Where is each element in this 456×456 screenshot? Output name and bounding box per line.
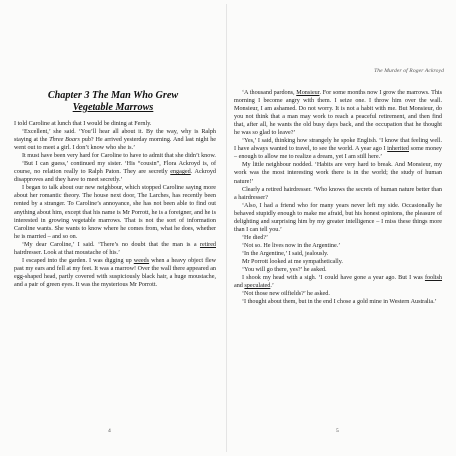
paragraph: [234, 161, 442, 185]
paragraph: [14, 128, 216, 152]
gutter-divider: [226, 4, 227, 452]
glossary-word: retired: [199, 241, 216, 248]
paragraph: [234, 258, 442, 266]
text-run: . Ackroyd disapproves and they have to meet secretly.’: [14, 169, 216, 184]
text-run: ‘Yes,’ I said, thinking how strangely he spoke English. ‘I know that feeling well. I have always wanted to travel, to see the world. A year ago I: [234, 138, 442, 153]
left-body-text: [14, 120, 216, 289]
right-body-text: [234, 89, 442, 306]
paragraph: [14, 120, 216, 128]
text-run: ‘Also, I had a friend who for many years never left my side. Occasionally he behaved stupidly enough to make me afraid, but his honest opinions, the pleasure of delighting and surprising him by my greater intelligence – I miss these things more than I can tell you.’: [234, 202, 442, 233]
glossary-word: inherited: [387, 146, 409, 153]
paragraph: [234, 250, 442, 258]
paragraph: [234, 234, 442, 242]
italic-text: Three Boars: [49, 137, 80, 144]
running-head: The Murder of Roger Ackroyd: [374, 68, 444, 74]
paragraph: [14, 160, 216, 184]
paragraph: [234, 266, 442, 274]
glossary-word: Monsieur: [296, 90, 320, 96]
paragraph: [234, 298, 442, 306]
text-run: when a heavy object flew past my ears and fell at my feet. It was a marrow! Over the wall there appeared an egg-shaped head, partly covered with suspiciously black hair, a huge moustache, and a pair of green eyes. It was the mysterious Mr Porrott.: [14, 257, 216, 288]
left-page: [6, 8, 220, 448]
paragraph: [234, 202, 442, 234]
text-run: Clearly a retired hairdresser. ‘Who knows the secrets of human nature better than a hairdresser?: [234, 186, 442, 201]
text-run: ‘A thousand pardons,: [242, 90, 297, 96]
text-run: hairdresser. Look at that moustache of his.’: [14, 249, 121, 256]
paragraph: [234, 290, 442, 298]
text-run: ‘My dear Caroline,’ I said. ‘There’s no doubt that the man is a: [22, 241, 200, 248]
text-run: I escaped into the garden. I was digging up: [22, 257, 134, 264]
glossary-word: engaged: [170, 169, 191, 176]
paragraph: [234, 242, 442, 250]
text-run: and: [234, 283, 245, 290]
text-run: ‘He died?’: [242, 234, 269, 241]
paragraph: [14, 257, 216, 289]
text-run: pub? He arrived yesterday morning. And last night he went out to meet a girl. I don’t know who she is.’: [14, 137, 216, 152]
text-run: It must have been very hard for Caroline to have to admit that she didn’t know.: [22, 153, 216, 160]
paragraph: [234, 89, 442, 137]
text-run: ‘Not so. He lives now in the Argentine.’: [242, 242, 341, 249]
text-run: .’: [270, 283, 274, 290]
chapter-title: [6, 90, 220, 114]
paragraph: [234, 274, 442, 290]
chapter-title-line2: Vegetable Marrows: [72, 101, 154, 113]
text-run: I told Caroline at lunch that I would be dining at Fernly.: [14, 121, 152, 127]
page-number-right: 5: [336, 428, 339, 434]
paragraph: [14, 184, 216, 240]
glossary-word: foolish: [424, 275, 442, 282]
text-run: . For some months now I grow the marrows. This morning I become angry with them. I seize one. I throw him over the wall. Monsieur, I am ashamed. Do not worry. It is not a habit with me. But Monsieur, do you not think that a man may work to reach a peaceful retirement, and then find that, after all, he wants the old busy days back, and the occupation that he thought he was so glad to leave?’: [234, 90, 442, 137]
text-run: ‘You will go there, yes?’ he asked.: [242, 267, 327, 274]
paragraph: [14, 152, 216, 160]
paragraph: [234, 137, 442, 161]
glossary-word: weeds: [133, 257, 150, 264]
text-run: ‘In the Argentine,’ I said, jealously.: [242, 250, 329, 257]
text-run: ‘Not those new oilfields?’ he asked.: [242, 291, 330, 298]
right-page: [232, 8, 450, 448]
glossary-word: speculated: [244, 283, 271, 290]
paragraph: [234, 186, 442, 202]
text-run: I began to talk about our new neighbour, which stopped Caroline saying more about her romantic theory. The house next door, The Larches, has recently been rented by a stranger. To Caroline’s annoyance, she has not been able to find out anything about him, except that his name is Mr Porrott, he is a foreigner, and he is interested in growing vegetable marrows. That is not the sort of information Caroline wants. She wants to know where he comes from, what he does, whether he is married – and so on.: [14, 185, 216, 240]
chapter-title-line1: Chapter 3 The Man Who Grew: [47, 90, 179, 101]
text-run: some money – enough to allow me to realize a dream, yet I am still here.’: [234, 146, 442, 161]
paragraph: [14, 241, 216, 257]
page-number-left: 4: [108, 428, 111, 434]
text-run: ‘But I can guess,’ continued my sister. ‘His “cousin”, Flora Ackroyd is, of course, no relation really to Ralph Paton. They are secretly: [14, 161, 216, 176]
text-run: I shook my head with a sigh. ‘I could have gone a year ago. But I was: [242, 275, 425, 282]
text-run: My little neighbour nodded. ‘Habits are very hard to break. And Monsieur, my work was the most interesting work there is in the world; the study of human nature!’: [234, 162, 442, 185]
text-run: ‘Excellent,’ she said. ‘You’ll hear all about it. By the way, why is Ralph staying at the: [14, 129, 216, 144]
text-run: ‘I thought about them, but in the end I chose a gold mine in Western Australia.’: [242, 299, 437, 306]
text-run: Mr Porrott looked at me sympathetically.: [242, 258, 343, 265]
